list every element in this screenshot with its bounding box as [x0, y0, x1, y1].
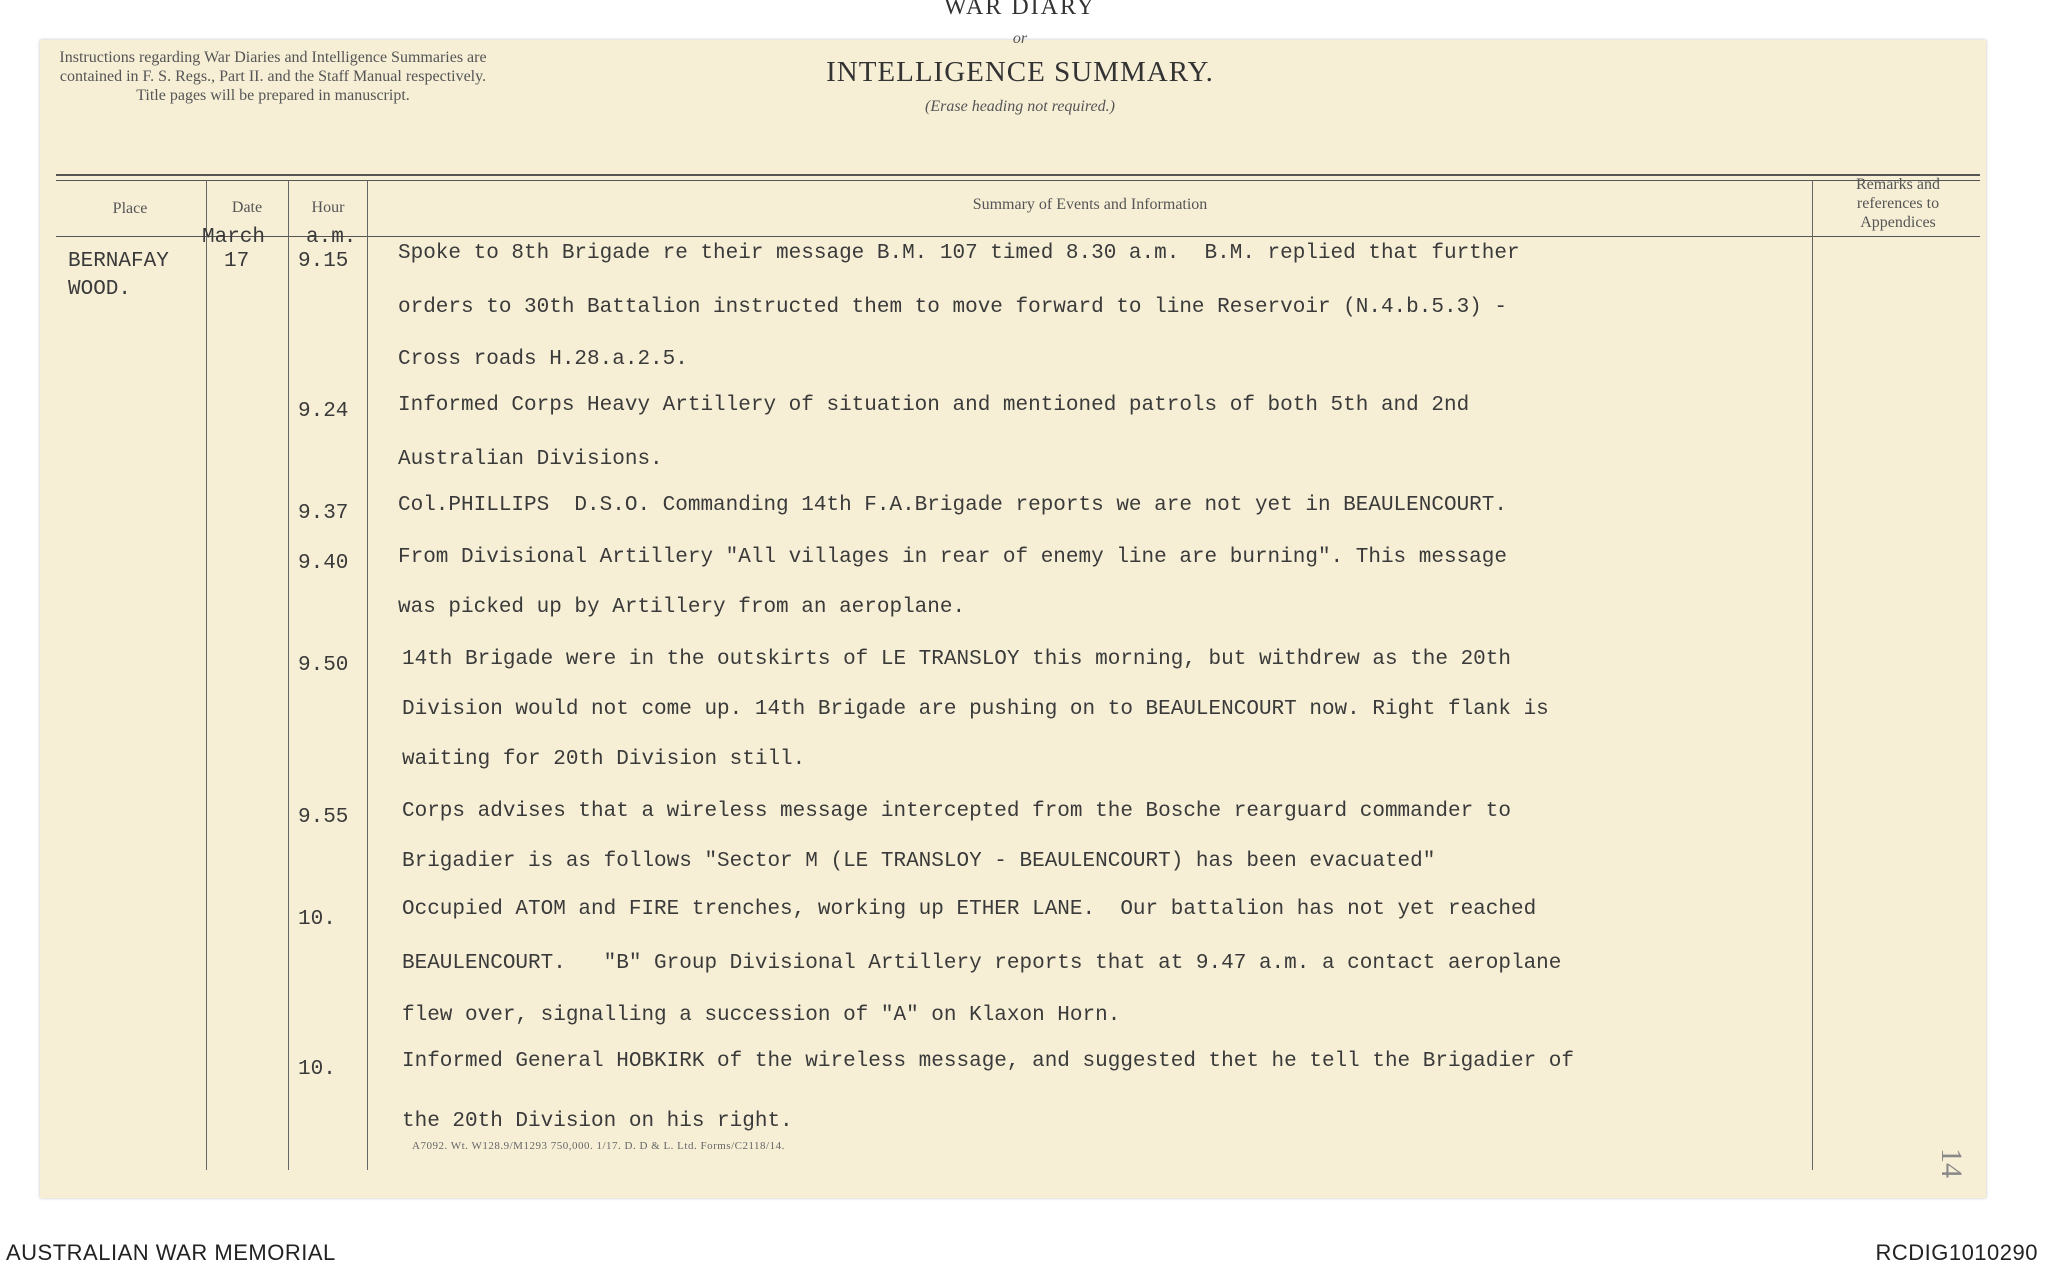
- entry-line: 14th Brigade were in the outskirts of LE TRANSLOY this morning, but withdrew as the 20th: [402, 648, 1511, 671]
- table-top-rule-inner: [56, 180, 1980, 181]
- instructions-note: Instructions regarding War Diaries and Intelligence Summaries are contained in F. S. Regs., Part II. and the Staff Manual respectively. Title pages will be prepared in manuscript.: [59, 49, 487, 104]
- entry-hour: 9.40: [298, 552, 349, 575]
- column-header-date: Date: [231, 199, 263, 216]
- entry-line: Informed Corps Heavy Artillery of situation and mentioned patrols of both 5th and 2nd: [398, 394, 1470, 417]
- entry-hour: 9.50: [298, 654, 349, 677]
- folio-number: 14: [1935, 1148, 1968, 1178]
- entry-hour: 9.55: [298, 806, 349, 829]
- title-intelligence-summary: INTELLIGENCE SUMMARY.: [826, 56, 1214, 88]
- entry-line: waiting for 20th Division still.: [402, 748, 806, 771]
- entry-line: Informed General HOBKIRK of the wireless message, and suggested thet he tell the Brigadier of: [402, 1050, 1574, 1073]
- entry-line: orders to 30th Battalion instructed them to move forward to line Reservoir (N.4.b.5.3) -: [398, 296, 1507, 319]
- summary-remarks-divider: [1812, 180, 1813, 1170]
- entry-line: Cross roads H.28.a.2.5.: [398, 348, 688, 371]
- entry-line: Brigadier is as follows "Sector M (LE TRANSLOY - BEAULENCOURT) has been evacuated": [402, 850, 1436, 873]
- date-hour-divider: [288, 180, 289, 1170]
- entry-line: the 20th Division on his right.: [402, 1110, 793, 1133]
- column-header-remarks-1: Remarks and: [1856, 176, 1940, 193]
- column-header-remarks-3: Appendices: [1860, 214, 1936, 231]
- hour-summary-divider: [367, 180, 368, 1170]
- entry-hour: 9.24: [298, 400, 349, 423]
- title-war-diary: WAR DIARY: [943, 0, 1096, 20]
- entry-line: Col.PHILLIPS D.S.O. Commanding 14th F.A.Brigade reports we are not yet in BEAULENCOURT.: [398, 494, 1507, 517]
- printer-imprint: A7092. Wt. W128.9/M1293 750,000. 1/17. D. D & L. Ltd. Forms/C2118/14.: [412, 1140, 785, 1152]
- entry-line: flew over, signalling a succession of "A" on Klaxon Horn.: [402, 1004, 1121, 1027]
- entry-hour: 9.37: [298, 502, 349, 525]
- column-header-place: Place: [112, 200, 148, 217]
- column-header-hour: Hour: [311, 199, 345, 216]
- archive-caption: AUSTRALIAN WAR MEMORIAL: [6, 1240, 336, 1265]
- place-line-2: WOOD.: [68, 278, 132, 301]
- entry-hour: 10.: [298, 1058, 336, 1081]
- entry-line: was picked up by Artillery from an aeroplane.: [398, 596, 966, 619]
- title-or: or: [1012, 30, 1028, 47]
- entry-line: BEAULENCOURT. "B" Group Divisional Artillery reports that at 9.47 a.m. a contact aeroplane: [402, 952, 1562, 975]
- entry-hour: 10.: [298, 908, 336, 931]
- entry-line: Spoke to 8th Brigade re their message B.M. 107 timed 8.30 a.m. B.M. replied that further: [398, 242, 1520, 265]
- column-header-remarks-2: references to: [1856, 195, 1940, 212]
- place-date-divider: [206, 180, 207, 1170]
- month-subheader: March: [202, 226, 266, 249]
- place-line-1: BERNAFAY: [68, 250, 169, 273]
- entry-line: Occupied ATOM and FIRE trenches, working up ETHER LANE. Our battalion has not yet reached: [402, 898, 1537, 921]
- entry-hour: 9.15: [298, 250, 349, 273]
- entry-line: Australian Divisions.: [398, 448, 663, 471]
- entry-line: Division would not come up. 14th Brigade are pushing on to BEAULENCOURT now. Right flank is: [402, 698, 1549, 721]
- record-id: RCDIG1010290: [1875, 1240, 2038, 1265]
- table-top-rule: [56, 174, 1980, 176]
- meridiem-subheader: a.m.: [306, 226, 357, 249]
- title-erase-note: (Erase heading not required.): [925, 98, 1115, 115]
- column-header-summary: Summary of Events and Information: [972, 196, 1208, 213]
- entry-line: Corps advises that a wireless message intercepted from the Bosche rearguard commander to: [402, 800, 1511, 823]
- date-value: 17: [224, 250, 250, 273]
- entry-line: From Divisional Artillery "All villages in rear of enemy line are burning". This message: [398, 546, 1507, 569]
